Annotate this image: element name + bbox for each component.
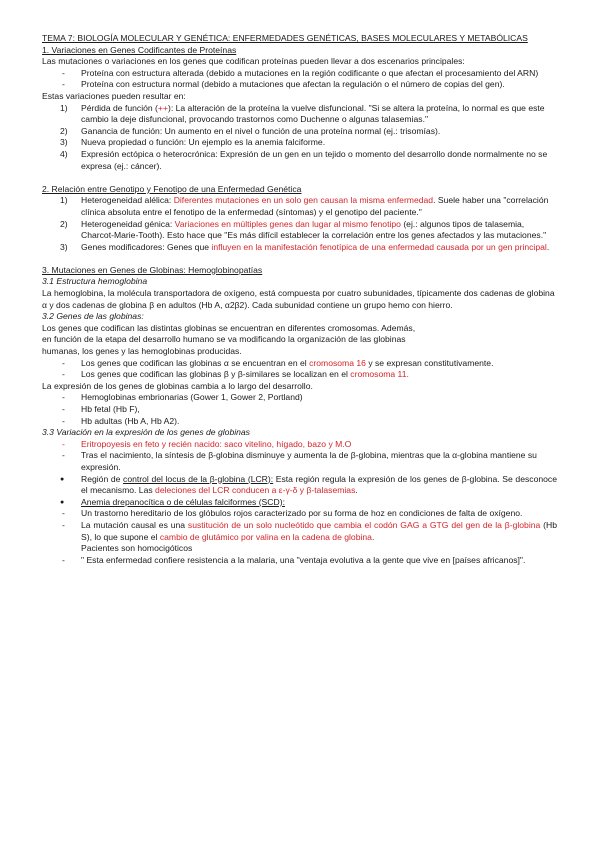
bullet-item (42, 497, 557, 509)
list-text: . (546, 241, 550, 252)
list-number: 4) (60, 148, 68, 159)
section-1-intro: Las mutaciones o variaciones en los genes que codifican proteínas pueden llevar a dos escenarios principales: (42, 56, 465, 67)
subsection-heading: 3.3 Variación en la expresión de los genes de globinas (42, 427, 250, 438)
list-text: ): La alteración de la proteína la vuelve disfuncional. "Si se altera la proteína, lo normal es que este cambio la deje disfuncional, provocando trastornos como Duchenne o algunas talasemias." (81, 102, 545, 125)
spacer (42, 253, 557, 265)
paragraph-line: humanas, los genes y las hemoglobinas producidas. (42, 346, 242, 357)
term-text: control del locus de la β-globina (LCR): (123, 473, 274, 484)
paragraph-line: en función de la etapa del desarrollo humano se va modificando la organización de las globinas (42, 334, 406, 345)
list-item (42, 149, 557, 172)
section-3-heading: 3. Mutaciones en Genes de Globinas: Hemoglobinopatías (42, 264, 263, 275)
document-page (42, 33, 557, 566)
list-item: - Un trastorno hereditario de los glóbulos rojos caracterizado por su forma de hoz en condiciones de falta de oxígeno. (42, 508, 557, 520)
list-text: Pérdida de función ( (81, 102, 158, 113)
list-text: . (371, 531, 375, 542)
list-item (42, 137, 557, 149)
highlight-text: ++ (157, 102, 168, 113)
highlight-text: cromosoma 16 (309, 357, 366, 368)
spacer (42, 172, 557, 184)
list-text: Ganancia de función: Un aumento en el nivel o función de una proteína normal (ej.: trisomías). (81, 125, 441, 136)
highlight-text: sustitución de un solo nucleótido que cambia el codón GAG a GTG del gen de la β-globina (187, 519, 541, 530)
paragraph: La hemoglobina, la molécula transportadora de oxígeno, está compuesta por cuatro subunidades, típicamente dos cadenas de globina α y dos cadenas de globina β en adultos (Hb A, α2β2). Cada subunidad contiene un grupo hemo con hierro. (42, 288, 555, 310)
section-1-heading: 1. Variaciones en Genes Codificantes de Proteínas (42, 44, 237, 55)
document-title: TEMA 7: BIOLOGÍA MOLECULAR Y GENÉTICA: ENFERMEDADES GENÉTICAS, BASES MOLECULARES Y METABÓLICAS (42, 33, 528, 43)
section-1-intro-2: Estas variaciones pueden resultar en: (42, 90, 186, 101)
list-number: 3) (60, 137, 68, 148)
highlight-text: cambio de glutámico por valina en la cadena de globina (159, 531, 372, 542)
list-number: 2) (60, 218, 68, 229)
list-number: 1) (60, 102, 68, 113)
list-number: 2) (60, 125, 68, 136)
list-item (42, 358, 557, 370)
list-item: - Eritropoyesis en feto y recién nacido: saco vitelino, hígado, bazo y M.O (42, 439, 557, 451)
list-text: (ej.: algunos tipos de talasemia, Charcot-Marie-Tooth). Esto hace que "Es más difícil establecer la correlación entre los genes afectados y las mutaciones." (81, 218, 547, 241)
list-number: 1) (60, 195, 68, 206)
list-item (42, 195, 557, 218)
list-item (42, 219, 557, 242)
list-text: . (355, 485, 358, 496)
list-text: Pacientes son homocigóticos (81, 543, 193, 554)
list-text: (Hb S), lo que supone el (81, 519, 557, 542)
list-text: Los genes que codifican las globinas β y β-similares se localizan en el (81, 369, 351, 380)
list-text: Esta región regula la expresión de los genes de β-globina. Se desconoce el mecanismo. Las (81, 473, 557, 496)
list-item: - " Esta enfermedad confiere resistencia a la malaria, una "ventaja evolutiva a la gente que vive en [países africanos]". (42, 555, 557, 567)
list-text: Región de (81, 473, 124, 484)
list-item: - Hb fetal (Hb F), (42, 404, 557, 416)
highlight-text: cromosoma 11. (350, 369, 409, 380)
section-2-heading: 2. Relación entre Genotipo y Fenotipo de una Enfermedad Genética (42, 183, 302, 194)
list-text: La mutación causal es una (81, 519, 188, 530)
paragraph-line: Los genes que codifican las distintas globinas se encuentran en diferentes cromosomas. Además, (42, 322, 416, 333)
list-text: Genes modificadores: Genes que (81, 241, 212, 252)
list-text: Heterogeneidad alélica: (81, 195, 174, 206)
highlight-text: Variaciones en múltiples genes dan lugar al mismo fenotipo (174, 218, 401, 229)
list-text: Heterogeneidad génica: (81, 218, 175, 229)
list-text: Expresión ectópica o heterocrónica: Expresión de un gen en un tejido o momento del desarrollo donde normalmente no se expresa (ej.: cáncer). (81, 148, 548, 171)
list-item (42, 103, 557, 126)
list-item: - Hemoglobinas embrionarias (Gower 1, Gower 2, Portland) (42, 392, 557, 404)
list-item (42, 369, 557, 381)
list-item: - Proteína con estructura normal (debido a mutaciones que afectan la regulación o el número de copias del gen). (42, 79, 557, 91)
list-item: - Hb adultas (Hb A, Hb A2). (42, 416, 557, 428)
subsection-heading: 3.1 Estructura hemoglobina (42, 276, 148, 287)
list-item: - Proteína con estructura alterada (debido a mutaciones en la región codificante o que afectan el procesamiento del ARN) (42, 68, 557, 80)
list-text: . Suele haber una "correlación clínica absoluta entre el fenotipo de la enfermedad (síntomas) y el genotipo del paciente." (81, 195, 549, 217)
list-text: y se expresan constitutivamente. (365, 357, 494, 368)
list-item (42, 242, 557, 254)
bullet-item (42, 474, 557, 497)
term-text: Anemia drepanocítica o de células falciformes (SCD): (81, 496, 285, 507)
list-number: 3) (60, 241, 68, 252)
list-item (42, 126, 557, 138)
paragraph: La expresión de los genes de globinas cambia a lo largo del desarrollo. (42, 380, 313, 391)
list-text: Los genes que codifican las globinas α se encuentran en el (81, 357, 310, 368)
subsection-heading: 3.2 Genes de las globinas: (42, 311, 144, 322)
list-item: - Tras el nacimiento, la síntesis de β-globina disminuye y aumenta la de β-globina, mientras que la α-globina mantiene su expresión. (42, 450, 557, 473)
list-item (42, 520, 557, 555)
list-text: Nueva propiedad o función: Un ejemplo es la anemia falciforme. (81, 137, 326, 148)
highlight-text: Diferentes mutaciones en un solo gen causan la misma enfermedad (173, 195, 434, 206)
highlight-text: influyen en la manifestación fenotípica de una enfermedad causada por un gen principal (211, 241, 547, 252)
highlight-text: deleciones del LCR conducen a ε-γ-δ y β-talasemias (155, 485, 356, 496)
